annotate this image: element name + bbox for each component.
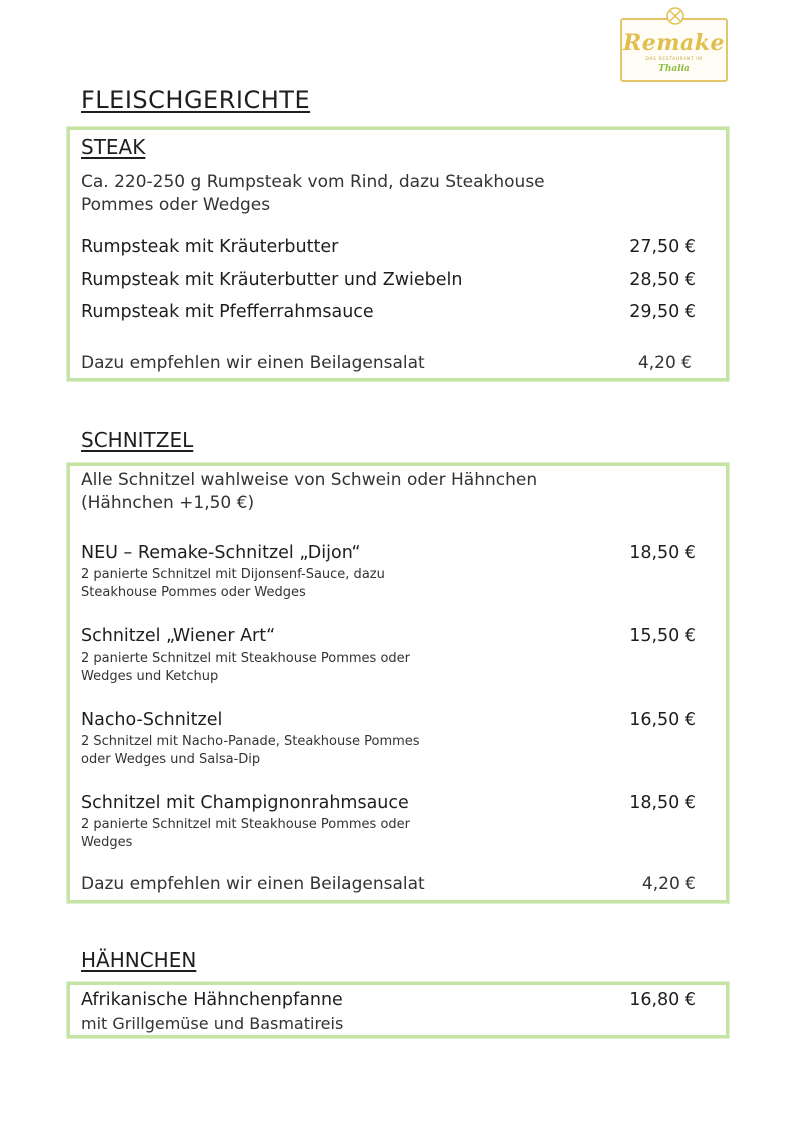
menu-item-price: 16,50 € (629, 710, 696, 730)
menu-item-name: NEU – Remake-Schnitzel „Dijon“ (81, 543, 361, 563)
side-salad-recommendation: Dazu empfehlen wir einen Beilagensalat (81, 874, 425, 894)
menu-item-price: 18,50 € (629, 543, 696, 563)
schnitzel-desc-line1: Alle Schnitzel wahlweise von Schwein oder Hähnchen (81, 470, 538, 490)
schnitzel-title: SCHNITZEL (81, 428, 194, 452)
menu-item-description: mit Grillgemüse und Basmatireis (81, 1014, 344, 1033)
logo-tagline: DAS RESTAURANT IM (645, 57, 703, 62)
menu-item-price: 28,50 € (629, 270, 696, 290)
menu-item-description: 2 Schnitzel mit Nacho-Panade, Steakhouse Pommes (81, 734, 420, 749)
menu-item-name: Nacho-Schnitzel (81, 710, 223, 730)
menu-item-price: 18,50 € (629, 793, 696, 813)
menu-item-price: 29,50 € (629, 302, 696, 322)
restaurant-logo (620, 18, 728, 82)
menu-item-description: oder Wedges und Salsa-Dip (81, 752, 261, 767)
side-salad-recommendation: Dazu empfehlen wir einen Beilagensalat (81, 353, 425, 373)
logo-name: Remake (622, 30, 726, 56)
menu-item-description: 2 panierte Schnitzel mit Steakhouse Pommes oder (81, 817, 410, 832)
utensils-icon (665, 6, 685, 26)
menu-item-name: Schnitzel mit Champignonrahmsauce (81, 793, 409, 813)
menu-item-name: Rumpsteak mit Kräuterbutter und Zwiebeln (81, 270, 463, 290)
menu-item-name: Rumpsteak mit Kräuterbutter (81, 237, 339, 257)
steak-desc-line1: Ca. 220-250 g Rumpsteak vom Rind, dazu Steakhouse (81, 172, 545, 192)
menu-item-price: 15,50 € (629, 626, 696, 646)
schnitzel-desc-line2: (Hähnchen +1,50 €) (81, 493, 255, 513)
menu-item-name: Schnitzel „Wiener Art“ (81, 626, 276, 646)
menu-item-description: Steakhouse Pommes oder Wedges (81, 585, 306, 600)
side-salad-price: 4,20 € (641, 874, 696, 894)
steak-title: STEAK (81, 135, 146, 159)
menu-item-name: Afrikanische Hähnchenpfanne (81, 990, 343, 1010)
steak-desc-line2: Pommes oder Wedges (81, 195, 271, 215)
menu-item-price: 27,50 € (629, 237, 696, 257)
menu-item-description: Wedges (81, 835, 133, 850)
menu-item-name: Rumpsteak mit Pfefferrahmsauce (81, 302, 374, 322)
haehnchen-title: HÄHNCHEN (81, 948, 197, 972)
menu-item-description: 2 panierte Schnitzel mit Dijonsenf-Sauce, dazu (81, 567, 385, 582)
side-salad-price: 4,20 € (637, 353, 692, 373)
menu-item-description: Wedges und Ketchup (81, 669, 219, 684)
menu-item-description: 2 panierte Schnitzel mit Steakhouse Pommes oder (81, 651, 410, 666)
logo-subname: Thalia (658, 64, 690, 74)
page-title: FLEISCHGERICHTE (81, 86, 311, 114)
menu-item-price: 16,80 € (629, 990, 696, 1010)
